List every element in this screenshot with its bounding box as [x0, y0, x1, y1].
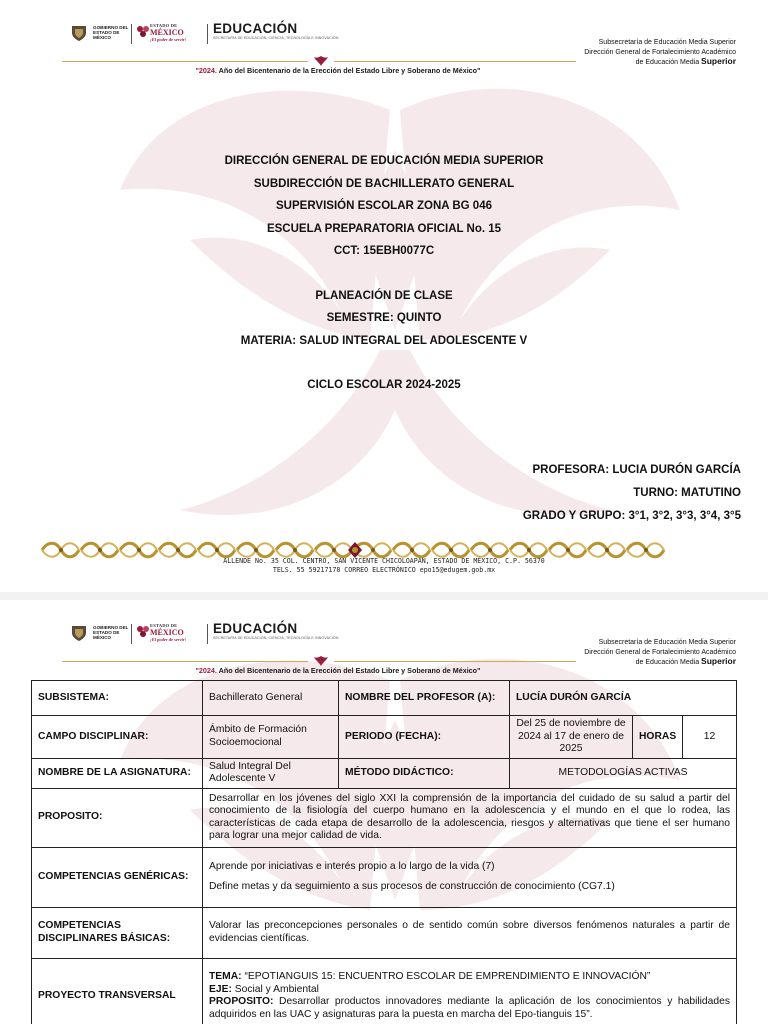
header-rule	[62, 661, 308, 662]
state-shield-icon	[70, 624, 88, 642]
generic-competencies-label: COMPETENCIAS GENÉRICAS:	[32, 847, 203, 907]
grade-group: GRADO Y GRUPO: 3°1, 3°2, 3°3, 3°4, 3°5	[522, 510, 741, 522]
subsystem-label: SUBSISTEMA:	[32, 681, 203, 716]
edomex-logo: ESTADO DE MÉXICO ¡El poder de servir!	[150, 23, 187, 42]
transversal-project-value: TEMA: “EPOTIANGUIS 15: ENCUENTRO ESCOLAR DE EMPRENDIMIENTO E INNOVACIÓN” EJE: Social y Ambiental PROPOSITO: Desarrollar productos innovadores mediante la aplicación de los conocimientos y habilidades adquiridos en las UAC y asignaturas para la puesta en marcha del Epo-tianguis 15”.	[203, 958, 737, 1024]
state-shield-icon	[70, 24, 88, 42]
government-label: GOBIERNO DEL ESTADO DE MÉXICO	[93, 625, 129, 641]
edomex-logo: ESTADO DE MÉXICO ¡El poder de servir!	[150, 623, 187, 642]
hours-value: 12	[683, 716, 737, 759]
header-rule	[62, 61, 308, 62]
cover-line: CCT: 15EBH0077C	[333, 245, 435, 257]
cover-line: MATERIA: SALUD INTEGRAL DEL ADOLESCENTE V	[240, 334, 528, 347]
generic-competencies-value: Aprende por iniciativas e interés propio a lo largo de la vida (7) Define metas y da seguimiento a sus procesos de construcción de conocimiento (CG7.1)	[203, 847, 737, 907]
shift: TURNO: MATUTINO	[633, 487, 741, 499]
header-divider	[131, 624, 132, 644]
table-row	[32, 847, 737, 907]
motto: "2024. Año del Bicentenario de la Erección del Estado Libre y Soberano de México"	[195, 666, 481, 675]
table-row	[32, 958, 737, 1024]
planning-table	[31, 680, 737, 1024]
table-row	[32, 758, 737, 788]
header-divider	[207, 624, 208, 644]
motto: "2024. Año del Bicentenario de la Erección del Estado Libre y Soberano de México"	[195, 66, 481, 75]
education-title: EDUCACIÓN	[213, 21, 298, 36]
planning-page	[0, 600, 768, 1024]
school-address: ALLENDE No. 35 COL. CENTRO, SAN VICENTE CHICOLOAPAN, ESTADO DE MÉXICO, C.P. 56370 TELS. 55 59217178 CORREO ELECTRÓNICO epo15@edugem.gob.mx	[223, 557, 545, 574]
method-label: MÉTODO DIDÁCTICO:	[339, 758, 510, 788]
header-divider	[131, 24, 132, 44]
cover-line: SUBDIRECCIÓN DE BACHILLERATO GENERAL	[253, 177, 515, 190]
header-rule	[334, 61, 576, 62]
table-row	[32, 788, 737, 847]
cover-line: SEMESTRE: QUINTO	[326, 312, 442, 324]
period-value: Del 25 de noviembre de 2024 al 17 de enero de 2025	[510, 716, 633, 759]
teacher-label: NOMBRE DEL PROFESOR (A):	[339, 681, 510, 716]
edomex-flower-icon	[136, 624, 150, 638]
cover-line: PLANEACIÓN DE CLASE	[315, 289, 453, 302]
subsecretaria-block: Subsecretaría de Educación Media Superior Dirección General de Fortalecimiento Académico de Educación Media Superior	[584, 639, 736, 666]
transversal-project-label: PROYECTO TRANSVERSAL	[32, 958, 203, 1024]
teacher-value: LUCÍA DURÓN GARCÍA	[510, 681, 737, 716]
letterhead	[0, 600, 768, 690]
cover-line: DIRECCIÓN GENERAL DE EDUCACIÓN MEDIA SUPERIOR	[224, 155, 544, 167]
education-subtitle: SECRETARÍA DE EDUCACIÓN, CIENCIA, TECNOLOGÍA E INNOVACIÓN	[213, 36, 339, 40]
subsecretaria-block: Subsecretaría de Educación Media Superior Dirección General de Fortalecimiento Académico de Educación Media Superior	[584, 39, 736, 66]
table-row	[32, 907, 737, 958]
method-value: METODOLOGÍAS ACTIVAS	[510, 758, 737, 788]
cover-line: CICLO ESCOLAR 2024-2025	[307, 379, 461, 391]
table-row	[32, 681, 737, 716]
edomex-flower-icon	[136, 24, 150, 38]
subject-value: Salud Integral Del Adolescente V	[203, 758, 339, 788]
subject-label: NOMBRE DE LA ASIGNATURA:	[32, 758, 203, 788]
subsystem-value: Bachillerato General	[203, 681, 339, 716]
cover-line: SUPERVISIÓN ESCOLAR ZONA BG 046	[276, 200, 492, 212]
teacher-name: PROFESORA: LUCIA DURÓN GARCÍA	[532, 464, 741, 476]
hours-label: HORAS	[633, 716, 683, 759]
purpose-value: Desarrollar en los jóvenes del siglo XXI la comprensión de la importancia del cuidado de su salud a partir del conocimiento de la fisiología del cuerpo humano en la adolescencia y el mundo en el que lo rodea, las características de cada etapa de desarrollo de la adolescencia, riesgos y alternativas que tiene el ser humano para lograr una mejor calidad de vida.	[203, 788, 737, 847]
purpose-label: PROPOSITO:	[32, 788, 203, 847]
header-divider	[207, 24, 208, 44]
letterhead	[0, 0, 768, 90]
cover-line: ESCUELA PREPARATORIA OFICIAL No. 15	[266, 222, 502, 235]
government-label: GOBIERNO DEL ESTADO DE MÉXICO	[93, 25, 129, 41]
page-gap	[0, 592, 768, 600]
teacher-block	[523, 459, 741, 528]
education-subtitle: SECRETARÍA DE EDUCACIÓN, CIENCIA, TECNOLOGÍA E INNOVACIÓN	[213, 636, 339, 640]
education-title: EDUCACIÓN	[213, 621, 298, 636]
disciplinary-competencies-label: COMPETENCIAS DISCIPLINARES BÁSICAS:	[32, 907, 203, 958]
period-label: PERIODO (FECHA):	[339, 716, 510, 759]
field-label: CAMPO DISCIPLINAR:	[32, 716, 203, 759]
disciplinary-competencies-value: Valorar las preconcepciones personales o de sentido común sobre diversos fenómenos naturales a partir de evidencias científicas.	[203, 907, 737, 958]
cover-title-block	[0, 150, 768, 397]
header-rule	[334, 661, 576, 662]
field-value: Ámbito de Formación Socioemocional	[203, 716, 339, 759]
table-row	[32, 716, 737, 759]
